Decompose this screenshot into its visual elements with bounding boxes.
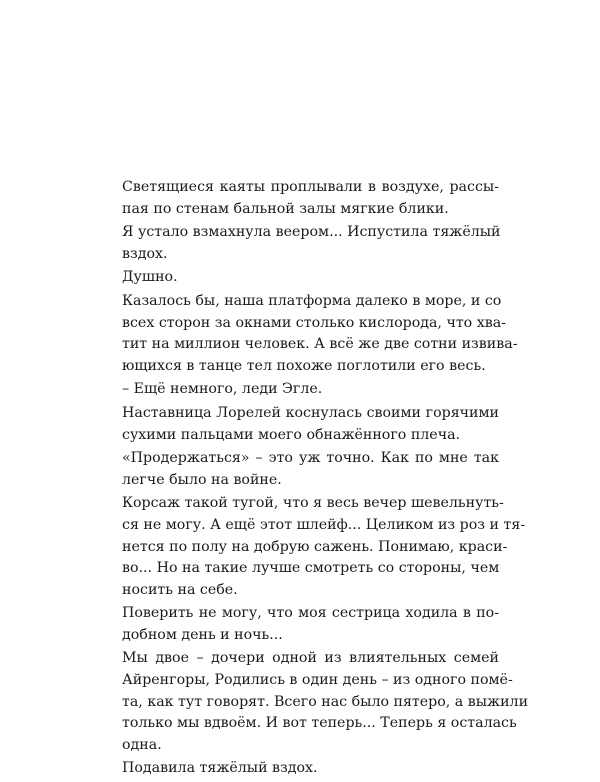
text-line: Поверить не могу, что моя сестрица ходила в по-: [122, 605, 499, 622]
text-line: всех сторон за окнами столько кислорода, что хва-: [122, 314, 506, 331]
text-line: во... Но на такие лучше смотреть со стороны, чем: [122, 560, 500, 577]
text-line: добном день и ночь...: [122, 626, 283, 643]
paragraph: [103, 603, 499, 646]
text-line: Казалось бы, наша платформа далеко в море, и со: [122, 292, 502, 309]
paragraph: [103, 379, 499, 401]
text-line: тит на миллион человек. А всё же две сотни извива-: [122, 336, 518, 353]
paragraph: [103, 267, 499, 289]
text-line: вздох.: [122, 245, 168, 262]
text-line: – Ещё немного, леди Эгле.: [122, 381, 323, 398]
text-line: та, как тут говорят. Всего нас было пятеро, а выжили: [122, 693, 529, 710]
text-line: нется по полу на добрую сажень. Понимаю, краси-: [122, 538, 508, 555]
paragraph: [103, 177, 499, 220]
body-text: [103, 177, 529, 782]
text-line: только мы вдвоём. И вот теперь... Теперь я осталась: [122, 715, 517, 732]
paragraph: [103, 222, 499, 265]
paragraph: [103, 493, 526, 601]
paragraph: [103, 758, 499, 780]
text-line: ся не могу. А ещё этот шлейф... Целиком из роз и тя-: [122, 516, 526, 533]
paragraph: [103, 403, 499, 446]
text-line: Наставница Лорелей коснулась своими горячими: [122, 404, 499, 421]
text-line: Мы двое – дочери одной из влиятельных семей: [122, 650, 499, 667]
text-line: Подавила тяжёлый вздох.: [122, 760, 318, 777]
text-line: Душно.: [122, 269, 178, 286]
text-line: одна.: [122, 736, 162, 753]
paragraph: [103, 291, 518, 377]
text-line: пая по стенам бальной залы мягкие блики.: [122, 200, 449, 217]
text-line: Светящиеся каяты проплывали в воздухе, рассы-: [122, 179, 499, 195]
text-line: ющихся в танце тел похоже поглотили его весь.: [122, 357, 486, 374]
text-line: «Продержаться» – это уж точно. Как по мне так: [122, 450, 499, 467]
paragraph: [103, 648, 529, 756]
paragraph: [103, 448, 499, 491]
text-line: Корсаж такой тугой, что я весь вечер шевельнуть-: [122, 495, 504, 512]
text-line: Я устало взмахнула веером... Испустила тяжёлый: [122, 224, 501, 241]
text-line: сухими пальцами моего обнажённого плеча.: [122, 426, 461, 443]
text-line: легче было на войне.: [122, 471, 282, 488]
text-line: носить на себе.: [122, 581, 238, 598]
text-line: Айренгоры, Родились в один день – из одного помё-: [122, 672, 513, 689]
